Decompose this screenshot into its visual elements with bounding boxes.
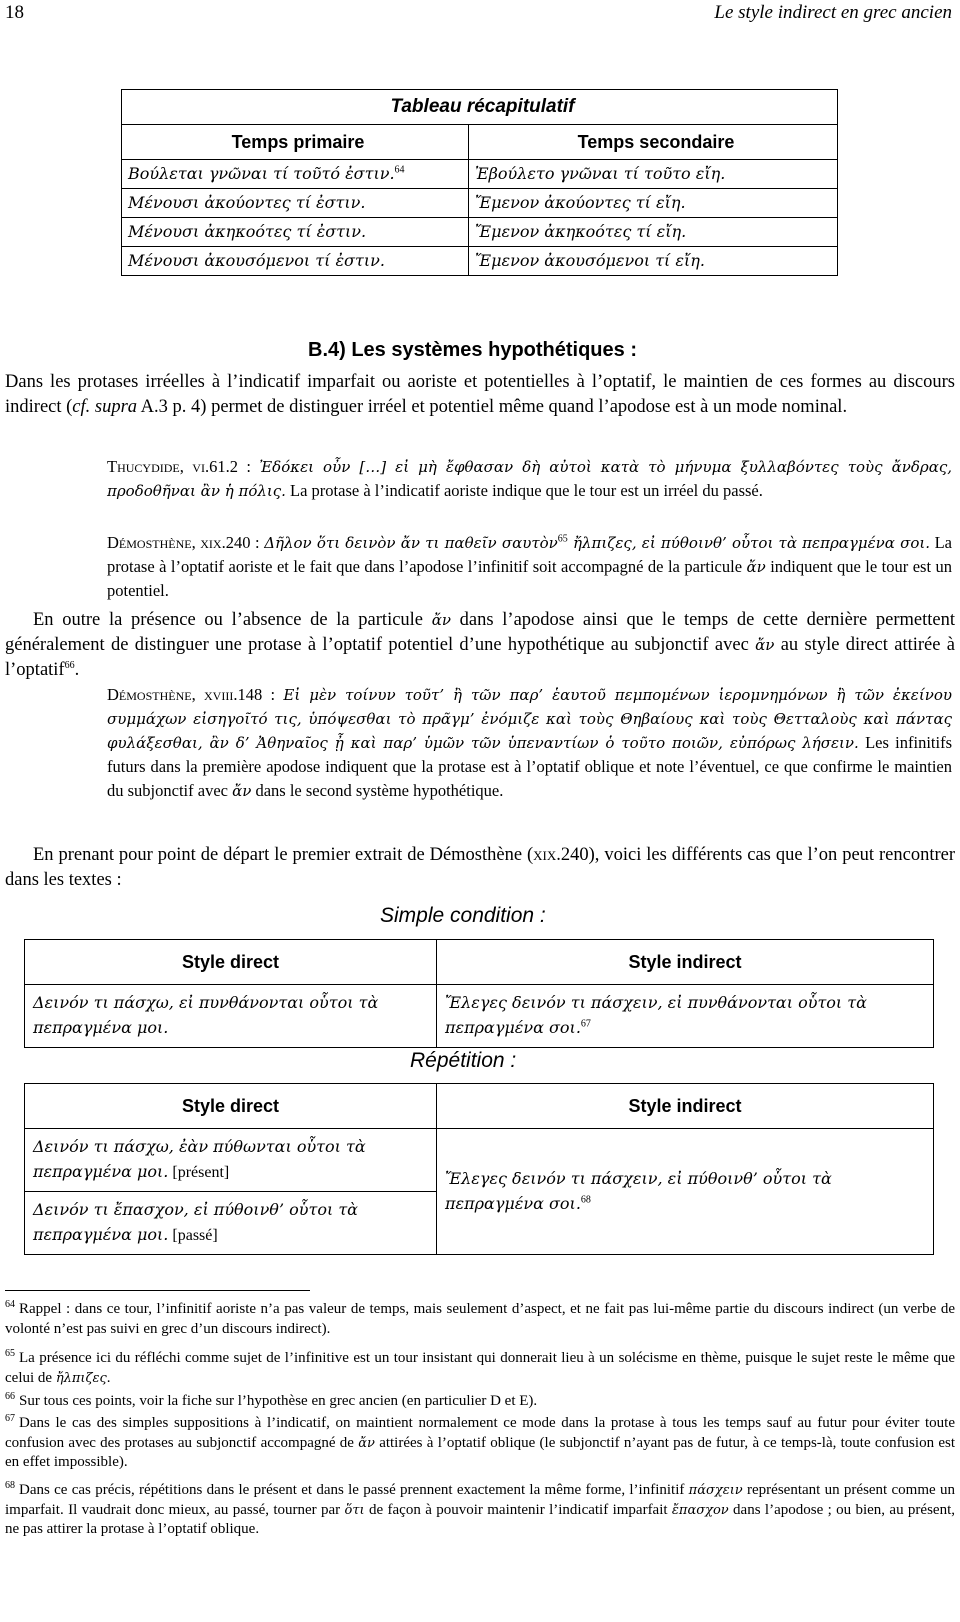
footnote-ref: 65 — [557, 533, 568, 545]
citation-ref: .148 : — [233, 685, 284, 704]
text-run: En outre la présence ou l’absence de la particule — [33, 610, 432, 630]
footnote-number: 68 — [5, 1480, 15, 1491]
intro-paragraph — [5, 370, 955, 420]
cell-direct-present — [25, 1129, 437, 1192]
greek-text: Ἔμενον ἀκουσόμενοι τί εἴη. — [475, 251, 705, 270]
paragraph-cases — [5, 843, 955, 893]
footnote-ref: 68 — [580, 1194, 591, 1206]
recap-cell — [469, 218, 838, 247]
greek-text: πάσχειν — [688, 1483, 743, 1498]
header-style-direct: Style direct — [25, 940, 437, 985]
text-run: Dans le cas des simples suppositions à l’indicatif, on maintient normalement ce mode dans la protase à tous les temps sauf au futur pour éviter toute confusion avec des protases au subjonctif accompagné de — [5, 1415, 955, 1451]
footnote-number: 64 — [5, 1299, 15, 1310]
greek-text: Βούλεται γνῶναι τί τοῦτό ἐστιν. — [128, 164, 395, 183]
text-run: supra — [94, 397, 138, 417]
citation-thucydide — [107, 455, 952, 503]
citation-demosthene-xviii — [107, 683, 952, 803]
cell-direct-past — [25, 1192, 437, 1255]
greek-text: ἄν — [755, 636, 775, 654]
greek-text: Ἐδόκει οὖν […] εἰ μὴ ἔφθασαν δὴ αὐτοὶ κατὰ τὸ μήνυμα ξυλλαβόντες τοὺς ἄνδρας, προδοθῆναι ἂν ἡ πόλις. — [107, 458, 952, 500]
greek-text: Ἔλεγες δεινόν τι πάσχειν, εἰ πυνθάνονται οὗτοι τὰ πεπραγμένα σοι. — [445, 993, 867, 1037]
greek-text: Μένουσι ἀκούοντες τί ἐστιν. — [128, 193, 366, 212]
citation-author: Thucydide, vi — [107, 457, 205, 476]
table-repetition — [24, 1083, 934, 1255]
greek-text: ὅτι — [344, 1502, 365, 1518]
footnote-64 — [5, 1300, 955, 1339]
citation-demosthene-xix — [107, 531, 952, 603]
recap-cell — [469, 247, 838, 276]
table-row — [25, 1129, 934, 1192]
section-title: B.4) Les systèmes hypothétiques : — [308, 339, 637, 361]
footnote-68 — [5, 1481, 955, 1540]
greek-text: Δεινόν τι πάσχω, ἐὰν πύθωνται οὗτοι τὰ πεπραγμένα μοι. — [33, 1137, 366, 1181]
greek-text: ἄν — [232, 782, 252, 800]
recap-cell — [122, 218, 469, 247]
table-row — [122, 189, 838, 218]
tense-tag: [passé] — [168, 1227, 218, 1244]
citation-ref: .61.2 : — [204, 457, 260, 476]
citation-author: Démosthène, xviii — [107, 685, 234, 704]
header-style-direct: Style direct — [25, 1084, 437, 1129]
greek-text: Εἰ μὲν τοίνυν τοῦτ’ ἢ τῶν παρ’ ἑαυτοῦ πεμπομένων ἱερομνημόνων ἢ τῶν ἐκείνου συμμάχων εἰσηγοῖτό τις, ὑπόψεσθαι τὸ πρᾶγμ’ ἐνόμιζε καὶ τοὺς Θηβαίους καὶ τοὺς Θετταλοὺς καὶ πάντας φυλάξεσθαι, ἂν δ’ Ἀθηναῖος ᾖ καὶ παρ’ ὑμῶν τῶν ὑπεναντίων ὁ τοῦτο ποιῶν, εὐπόρως λήσειν. — [107, 686, 952, 752]
text-run: .240), voici les différents cas que l’on peut rencontrer dans les textes : — [5, 845, 955, 890]
recap-cell — [122, 189, 469, 218]
greek-text: Ἐβούλετο γνῶναι τί τοῦτο εἴη. — [475, 164, 726, 183]
citation-ref: .240 : — [221, 533, 265, 552]
recap-cell — [122, 160, 469, 189]
text-run: dans le second système hypothétique. — [251, 781, 504, 800]
greek-text: Ἔλεγες δεινόν τι πάσχειν, εἰ πύθοινθ’ οὗτοι τὰ πεπραγμένα σοι. — [445, 1168, 832, 1213]
table-row — [122, 160, 838, 189]
cell-direct — [25, 985, 437, 1048]
greek-text: Δεινόν τι πάσχω, εἰ πυνθάνονται οὗτοι τὰ πεπραγμένα μοι. — [33, 993, 379, 1037]
greek-text: Μένουσι ἀκουσόμενοι τί ἐστιν. — [128, 251, 385, 270]
text-run: Sur tous ces points, voir la fiche sur l’hypothèse en grec ancien (en particulier D et E). — [19, 1393, 538, 1409]
text-run: cf. — [72, 397, 91, 417]
footnote-67 — [5, 1414, 955, 1473]
greek-text: Ἔμενον ἀκηκοότες τί εἴη. — [475, 222, 687, 241]
text-run: de façon à pouvoir maintenir l’indicatif imparfait — [364, 1501, 672, 1518]
tense-tag: [présent] — [168, 1164, 230, 1181]
footnote-ref: 64 — [394, 164, 405, 176]
greek-text: Μένουσι ἀκηκοότες τί ἐστιν. — [128, 222, 367, 241]
text-run: La présence ici du réfléchi comme sujet de l’infinitive est un tour insistant qui donnerait lieu à un solécisme en thème, puisque le sujet reste le même que celui de — [5, 1350, 955, 1386]
text-run: A.3 p. 4) permet de distinguer irréel et potentiel même quand l’apodose est à un mode nominal. — [137, 397, 848, 417]
table-row — [122, 218, 838, 247]
caption-repetition: Répétition : — [410, 1049, 517, 1072]
text-run: Rappel : dans ce tour, l’infinitif aoriste n’a pas valeur de temps, mais seulement d’aspect, et ne fait pas lui-même partie du discours indirect (un verbe de volonté n’est pas suivi en grec d’un discours indirect). — [5, 1301, 955, 1337]
table-row — [25, 985, 934, 1048]
text-run: La protase à l’indicatif aoriste indique que le tour est un irréel du passé. — [285, 481, 763, 500]
running-title: Le style indirect en grec ancien — [714, 2, 952, 23]
recap-header-secondary: Temps secondaire — [469, 125, 838, 160]
page-number: 18 — [5, 2, 24, 23]
greek-text: ἤλπιζες — [55, 1370, 107, 1386]
recap-cell — [122, 247, 469, 276]
recap-header-primary: Temps primaire — [122, 125, 469, 160]
text-run: attirées à l’optatif oblique (le subjonctif n’ayant pas de futur, à ce temps-là, toute confusion est en effet impossible). — [5, 1434, 956, 1470]
greek-text: Δεινόν τι ἔπασχον, εἰ πύθοινθ’ οὗτοι τὰ πεπραγμένα μοι. — [33, 1200, 358, 1244]
text-run: En prenant pour point de départ le premier extrait de Démosthène ( — [33, 845, 534, 865]
greek-text: ἤλπιζες, εἰ πύθοινθ’ οὗτοι τὰ πεπραγμένα σοι. — [567, 534, 931, 552]
text-run: indiquent que le tour est un potentiel. — [107, 557, 952, 600]
paragraph-particle — [5, 608, 955, 683]
text-run: dans l’apodose ainsi que le temps de cette dernière permettent généralement de distinguer une protase à l’optatif potentiel d’une hypothétique au subjonctif avec — [5, 610, 955, 655]
text-run: dans l’apodose ; ou bien, au présent, ne pas attirer la protase à l’optatif oblique. — [5, 1501, 955, 1537]
recap-cell — [469, 160, 838, 189]
footnote-number: 65 — [5, 1348, 15, 1359]
citation-ref: xix — [533, 845, 557, 865]
citation-author: Démosthène, xix — [107, 533, 222, 552]
footnote-number: 66 — [5, 1391, 15, 1402]
footnote-65 — [5, 1349, 955, 1388]
footnote-number: 67 — [5, 1413, 15, 1424]
greek-text: ἄν — [358, 1435, 375, 1451]
footnote-ref: 67 — [580, 1018, 591, 1030]
greek-text: Ἔμενον ἀκούοντες τί εἴη. — [475, 193, 686, 212]
footnote-66 — [5, 1392, 955, 1412]
greek-text: ἄν — [431, 611, 451, 629]
header-style-indirect: Style indirect — [437, 940, 934, 985]
cell-indirect — [437, 985, 934, 1048]
greek-text: ἄν — [746, 558, 766, 576]
footnote-ref: 66 — [64, 659, 75, 671]
text-run: . — [74, 660, 80, 680]
cell-indirect — [437, 1129, 934, 1255]
text-run: La protase à l’optatif aoriste et le fait que dans l’apodose l’infinitif soit accompagné de la particule — [107, 533, 952, 576]
recap-table-title: Tableau récapitulatif — [122, 90, 838, 125]
greek-text: Δῆλον ὅτι δεινὸν ἄν τι παθεῖν σαυτὸν — [264, 534, 558, 552]
recap-cell — [469, 189, 838, 218]
recap-table — [121, 89, 838, 276]
text-run: représentant un présent comme un imparfait. Il vaudrait donc mieux, au passé, tourner par — [5, 1482, 955, 1518]
text-run: Dans les protases irréelles à l’indicatif imparfait ou aoriste et potentielles à l’optatif, le maintien de ces formes au discours indirect ( — [5, 372, 955, 417]
caption-simple-condition: Simple condition : — [380, 904, 546, 927]
table-row — [122, 247, 838, 276]
text-run: Les infinitifs futurs dans la première apodose indiquent que la protase est à l’optatif oblique et note l’éventuel, ce que confirme le maintien du subjonctif avec — [107, 733, 953, 800]
text-run: Dans ce cas précis, répétitions dans le présent et dans le passé prennent exactement la même forme, l’infinitif — [19, 1482, 689, 1498]
greek-text: ἔπασχον — [671, 1502, 729, 1518]
text-run: au style direct attirée à l’optatif — [5, 635, 955, 680]
text-run: . — [106, 1369, 111, 1386]
header-style-indirect: Style indirect — [437, 1084, 934, 1129]
table-simple-condition — [24, 939, 934, 1048]
footnote-separator — [5, 1290, 310, 1291]
